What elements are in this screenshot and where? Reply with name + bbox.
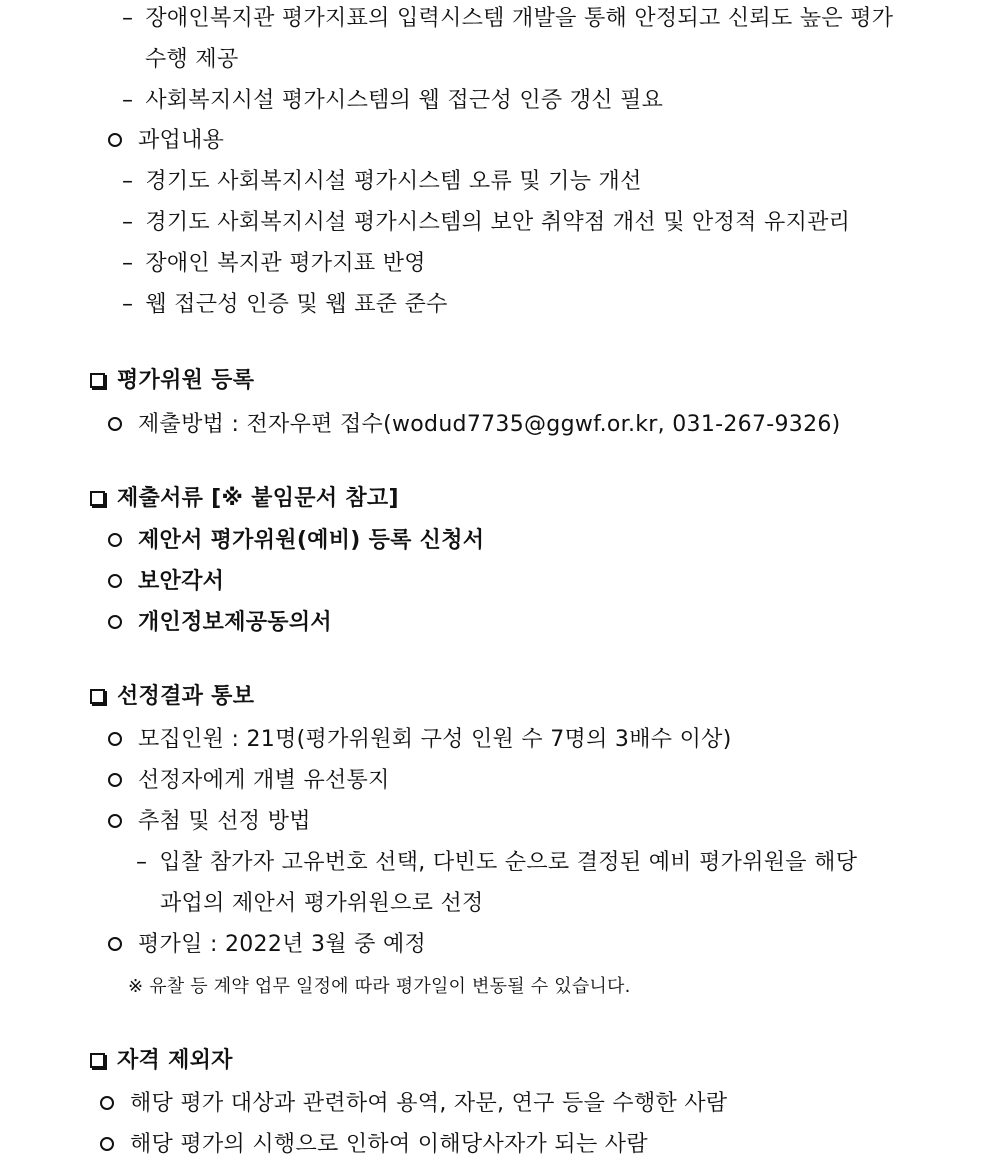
- dash-marker: –: [122, 210, 134, 235]
- dash-marker: –: [122, 251, 134, 276]
- circle-item-notify: [108, 766, 390, 796]
- circle-bullet-icon: [100, 1137, 114, 1151]
- section-heading-text: 선정결과 통보: [117, 684, 255, 709]
- circle-item-text: 과업내용: [138, 128, 225, 153]
- circle-item-date: [108, 930, 426, 960]
- dash-item-text: 장애인복지관 평가지표의 입력시스템 개발을 통해 안정되고 신뢰도 높은 평가: [145, 6, 894, 31]
- circle-bullet-icon: [108, 732, 122, 746]
- checkbox-square-icon: [90, 689, 105, 704]
- circle-item-text: 모집인원 : 21명(평가위원회 구성 인원 수 7명의 3배수 이상): [138, 727, 732, 752]
- dash-item-2: [122, 86, 663, 116]
- section-heading-documents: [90, 484, 399, 514]
- section-heading-selection: [90, 682, 254, 712]
- circle-item-document-3: [108, 608, 332, 638]
- dash-item-text: 경기도 사회복지시설 평가시스템의 보안 취약점 개선 및 안정적 유지관리: [145, 210, 851, 235]
- dash-item-text: 웹 접근성 인증 및 웹 표준 준수: [145, 292, 448, 317]
- dash-item-text: 사회복지시설 평가시스템의 웹 접근성 인증 갱신 필요: [145, 88, 664, 113]
- section-heading-text: 제출서류 [※ 붙임문서 참고]: [117, 486, 399, 511]
- section-heading-registration: [90, 366, 254, 396]
- dash-item-1-continued: [145, 45, 239, 75]
- dash-item-text: 경기도 사회복지시설 평가시스템 오류 및 기능 개선: [145, 169, 642, 194]
- circle-item-exclusion-1: [100, 1089, 727, 1119]
- circle-bullet-icon: [108, 814, 122, 828]
- circle-bullet-icon: [108, 417, 122, 431]
- checkbox-square-icon: [90, 1053, 105, 1068]
- circle-item-exclusion-2: [100, 1130, 648, 1160]
- dash-marker: –: [122, 6, 134, 31]
- dash-marker: –: [136, 850, 148, 875]
- circle-item-scope: [108, 126, 224, 156]
- dash-item-6: [122, 290, 448, 320]
- dash-item-text: 입찰 참가자 고유번호 선택, 다빈도 순으로 결정된 예비 평가위원을 해당: [159, 850, 858, 875]
- circle-item-text: 해당 평가 대상과 관련하여 용역, 자문, 연구 등을 수행한 사람: [130, 1091, 728, 1116]
- circle-item-text: 보안각서: [138, 569, 225, 594]
- dash-item-3: [122, 167, 642, 197]
- circle-item-text: 개인정보제공동의서: [138, 610, 332, 635]
- dash-item-text: 과업의 제안서 평가위원으로 선정: [160, 891, 484, 916]
- circle-bullet-icon: [108, 773, 122, 787]
- circle-item-method: [108, 807, 311, 837]
- circle-bullet-icon: [108, 937, 122, 951]
- circle-bullet-icon: [108, 574, 122, 588]
- circle-bullet-icon: [108, 533, 122, 547]
- circle-item-text: 제출방법 : 전자우편 접수(wodud7735@ggwf.or.kr, 031-267-9326): [138, 412, 841, 437]
- circle-item-submission: [108, 410, 841, 440]
- dash-marker: –: [122, 292, 134, 317]
- circle-bullet-icon: [108, 615, 122, 629]
- dash-item-text: 장애인 복지관 평가지표 반영: [145, 251, 426, 276]
- circle-item-recruit: [108, 725, 732, 755]
- circle-item-text: 평가일 : 2022년 3월 중 예정: [138, 932, 427, 957]
- circle-bullet-icon: [100, 1096, 114, 1110]
- section-heading-text: 자격 제외자: [117, 1048, 233, 1073]
- circle-item-document-1: [108, 526, 484, 556]
- dash-item-method-detail: [136, 848, 857, 878]
- circle-bullet-icon: [108, 133, 122, 147]
- dash-item-1: [122, 4, 893, 34]
- footnote: [128, 972, 631, 1002]
- section-heading-text: 평가위원 등록: [117, 368, 255, 393]
- checkbox-square-icon: [90, 373, 105, 388]
- checkbox-square-icon: [90, 491, 105, 506]
- circle-item-text: 제안서 평가위원(예비) 등록 신청서: [138, 528, 485, 553]
- dash-marker: –: [122, 169, 134, 194]
- circle-item-text: 선정자에게 개별 유선통지: [138, 768, 390, 793]
- dash-item-5: [122, 249, 426, 279]
- dash-marker: –: [122, 88, 134, 113]
- footnote-text: ※ 유찰 등 계약 업무 일정에 따라 평가일이 변동될 수 있습니다.: [128, 976, 631, 997]
- dash-item-text: 수행 제공: [145, 47, 239, 72]
- circle-item-document-2: [108, 567, 224, 597]
- circle-item-text: 추첨 및 선정 방법: [138, 809, 311, 834]
- circle-item-text: 해당 평가의 시행으로 인하여 이해당사자가 되는 사람: [130, 1132, 648, 1157]
- dash-item-method-detail-continued: [160, 889, 484, 919]
- dash-item-4: [122, 208, 850, 238]
- section-heading-exclusion: [90, 1046, 233, 1076]
